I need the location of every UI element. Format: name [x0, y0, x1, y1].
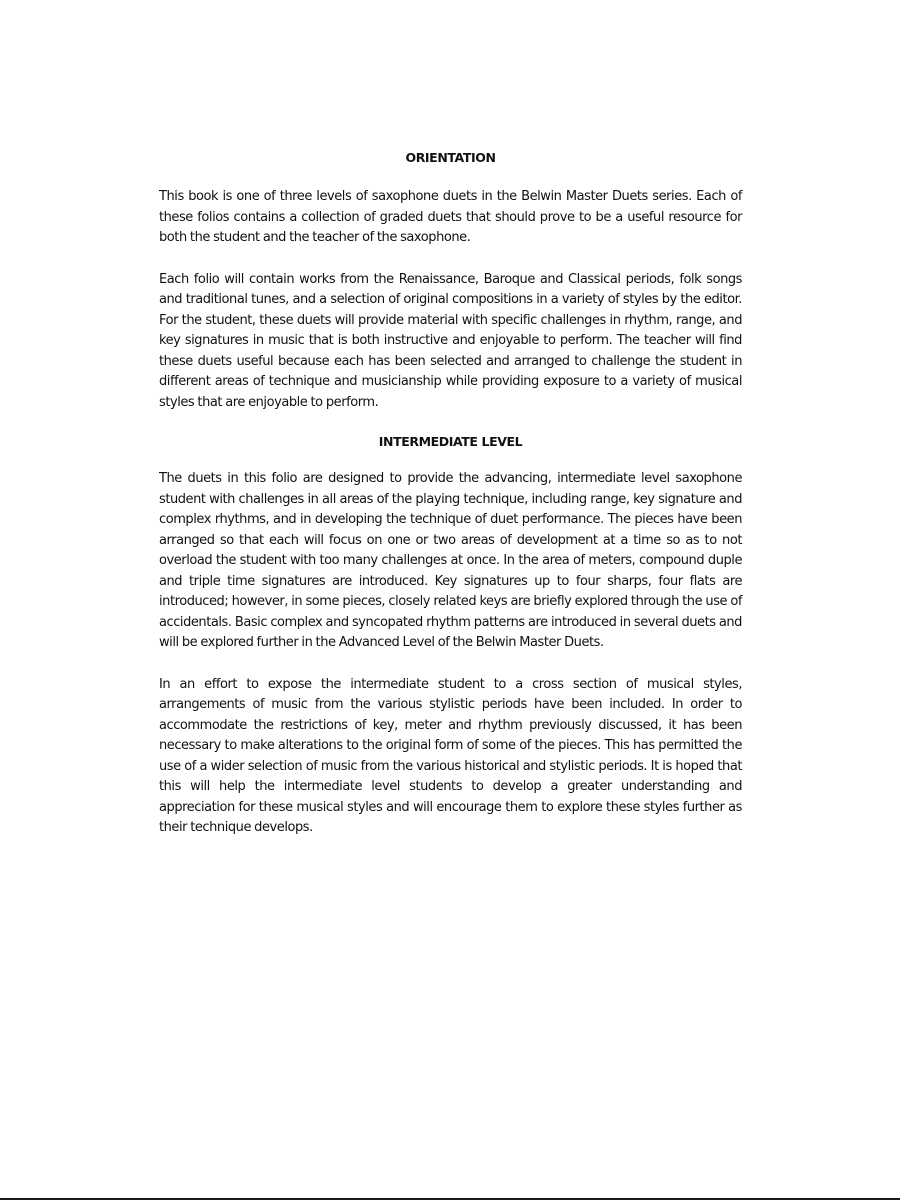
orientation-paragraph-1: This book is one of three levels of saxophone duets in the Belwin Master Duets series. Each of these folios contains a collection of graded duets that should prove to be a useful resource for both the student and the teacher of the saxophone. [159, 189, 742, 245]
intermediate-paragraph-2: In an effort to expose the intermediate student to a cross section of musical styles, arrangements of music from the various stylistic periods have been included. In order to accommodate the restrictions of key, meter and rhythm previously discussed, it has been necessary to make alterations to the original form of some of the pieces. This has permitted the use of a wider selection of music from the various historical and stylistic periods. It is hoped that this will help the intermediate level students to develop a greater understanding and appreciation for these musical styles and will encourage them to explore these styles further as their technique develops. [159, 676, 742, 835]
intermediate-section [159, 469, 742, 839]
orientation-section [159, 187, 742, 413]
intermediate-level-heading: INTERMEDIATE LEVEL [378, 434, 523, 449]
intermediate-paragraph-1: The duets in this folio are designed to provide the advancing, intermediate level saxophone student with challenges in all areas of the playing technique, including range, key signature and complex rhythms, and in developing the technique of duet performance. The pieces have been arranged so that each will focus on one or two areas of development at a time so as to not overload the student with too many challenges at once. In the area of meters, compound duple and triple time signatures are introduced. Key signatures up to four sharps, four flats are introduced; however, in some pieces, closely related keys are briefly explored through the use of accidentals. Basic complex and syncopated rhythm patterns are introduced in several duets and will be explored further in the Advanced Level of the Belwin Master Duets. [159, 471, 742, 650]
orientation-heading: ORIENTATION [405, 150, 496, 165]
page-content [159, 148, 742, 839]
orientation-paragraph-2: Each folio will contain works from the Renaissance, Baroque and Classical periods, folk songs and traditional tunes, and a selection of original compositions in a variety of styles by the editor. For the student, these duets will provide material with specific challenges in rhythm, range, and key signatures in music that is both instructive and enjoyable to perform. The teacher will find these duets useful because each has been selected and arranged to challenge the student in different areas of technique and musicianship while providing exposure to a variety of musical styles that are enjoyable to perform. [159, 271, 742, 410]
